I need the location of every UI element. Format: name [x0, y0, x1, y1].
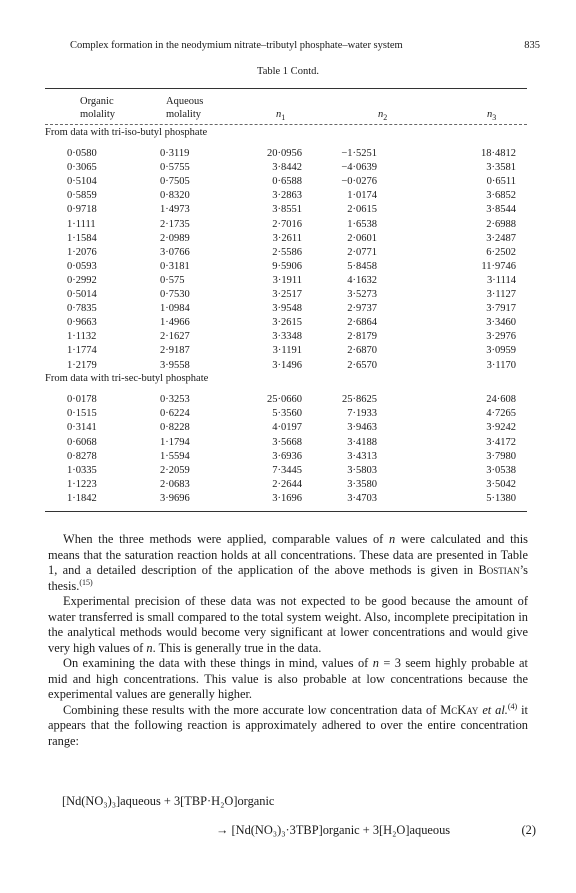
- table-cell: 3·4188: [347, 436, 377, 448]
- table-cell: 3·9558: [160, 359, 190, 371]
- table-cell: 3·1114: [487, 274, 516, 286]
- table-cell: 3·1127: [486, 289, 516, 300]
- table-cell: 2·1627: [160, 331, 190, 343]
- table-cell: 3·0538: [486, 465, 516, 476]
- col-head-aqueous: Aqueous molality: [166, 96, 204, 120]
- table-cell: 4·1632: [347, 274, 377, 286]
- body-text: [48, 532, 528, 749]
- table-cell: 18·4812: [481, 148, 516, 159]
- paragraph-4: Combining these results with the more accurate low concentration data of McKay et al.$^{(4)}$ it appears that the following reaction is approximately adhered to over the entire concentration range:: [48, 701, 528, 748]
- table-cell: 1·6538: [347, 218, 377, 230]
- table-cell: 0·9718: [67, 204, 97, 216]
- table-cell: 1·4973: [160, 204, 190, 216]
- table-cell: 2·1735: [160, 218, 190, 230]
- table-cell: 1·0174: [347, 190, 377, 202]
- equation-line-2: → [Nd(NO₃)₃·3TBP]organic + 3[H₂O]aqueous: [216, 823, 451, 837]
- table-cell: 3·3348: [272, 331, 302, 343]
- table-cell: 2·2059: [160, 465, 190, 476]
- table-cell: 0·6068: [67, 436, 97, 448]
- table-cell: 0·5859: [67, 190, 97, 202]
- table-cell: 0·3181: [160, 260, 190, 272]
- table-bottom-rule: [45, 511, 527, 512]
- table-cell: 2·6870: [347, 345, 377, 357]
- table-cell: 3·5668: [272, 436, 302, 448]
- paragraph-1: When the three methods were applied, comparable values of n were calculated and this means that the saturation reaction holds at all concentrations. These data are presented in Table 1, and a detailed description of the application of the above methods is given in Bostian’s thesis.$^{(15)}$: [48, 532, 528, 593]
- running-title: Complex formation in the neodymium nitrate–tributyl phosphate–water system: [70, 40, 403, 51]
- col-head-n1: $n_1$: [276, 109, 286, 123]
- table-cell: 3·2863: [272, 190, 302, 202]
- table-cell: −1·5251: [341, 148, 377, 159]
- table-cell: 3·9548: [272, 303, 302, 315]
- table-cell: 2·8179: [347, 331, 377, 343]
- running-head: [70, 40, 540, 51]
- table-cell: 0·8320: [160, 190, 190, 202]
- table-cell: 3·1191: [272, 345, 302, 357]
- table-cell: 3·7917: [486, 303, 516, 315]
- table-caption: Table 1 Contd.: [257, 66, 319, 77]
- table-cell: 3·4313: [347, 450, 377, 462]
- paragraph-2: Experimental precision of these data was not expected to be good because the amount of water transferred is small compared to the total system weight. Also, incomplete precipitation in the analytical methods would become very significant at lower concentrations and would give very high values of n. This is generally true in the data.: [48, 594, 528, 655]
- table-cell: −4·0639: [341, 162, 377, 174]
- table-cell: 2·9187: [160, 345, 190, 357]
- table-cell: 7·3445: [272, 465, 302, 476]
- table-cell: 3·1696: [272, 493, 302, 505]
- table-cell: 0·7530: [160, 289, 190, 300]
- table-cell: 24·608: [486, 394, 516, 405]
- table-cell: 3·4703: [347, 493, 377, 505]
- table-cell: 3·2615: [272, 317, 302, 329]
- table-cell: 1·1223: [67, 479, 97, 491]
- table-cell: 25·8625: [342, 394, 377, 405]
- table-cell: 0·575: [160, 274, 185, 286]
- table-cell: 1·5594: [160, 450, 190, 462]
- table-cell: 5·8458: [347, 260, 377, 272]
- section-label-sec: From data with tri-sec-butyl phosphate: [45, 373, 209, 384]
- table-cell: 0·1515: [67, 408, 97, 420]
- table-cell: 3·2517: [272, 289, 302, 300]
- equation-line-1: [Nd(NO₃)₃]aqueous + 3[TBP·H₂O]organic: [62, 794, 275, 808]
- table-cell: 1·1774: [67, 345, 97, 357]
- table-cell: 3·2611: [272, 232, 302, 244]
- table-cell: 3·6852: [486, 190, 516, 202]
- table-cell: 2·2644: [272, 479, 302, 491]
- table-cell: 3·9463: [347, 422, 377, 434]
- table-cell: 0·6224: [160, 408, 190, 420]
- table-cell: 5·1380: [486, 493, 516, 505]
- table-cell: 3·9696: [160, 493, 190, 505]
- table-cell: 1·0984: [160, 303, 190, 315]
- table-cell: 1·1842: [67, 493, 97, 505]
- table-cell: 2·0615: [347, 204, 377, 216]
- table-cell: 3·8442: [272, 162, 302, 174]
- table-cell: 25·0660: [267, 394, 302, 405]
- table-cell: 0·2992: [67, 274, 97, 286]
- table-cell: 3·1170: [486, 359, 516, 371]
- table-cell: 3·3580: [347, 479, 377, 491]
- table-cell: 4·0197: [272, 422, 302, 434]
- table-cell: 7·1933: [347, 408, 377, 420]
- table-cell: 3·4172: [486, 436, 516, 448]
- table-cell: 1·1794: [160, 436, 190, 448]
- table-cell: 3·1911: [272, 274, 302, 286]
- table-cell: −0·0276: [341, 176, 377, 188]
- table-cell: 2·0683: [160, 479, 190, 491]
- table-cell: 0·0178: [67, 394, 97, 405]
- table-cell: 1·2179: [67, 359, 97, 371]
- table-cell: 3·2976: [486, 331, 516, 343]
- table-header-rule: [45, 124, 527, 125]
- table-cell: 3·1496: [272, 359, 302, 371]
- paragraph-3: On examining the data with these things in mind, values of n = 3 seem highly probable at mid and high concentrations. This value is also probable at low concentrations because the experimental values are generally higher.: [48, 656, 528, 701]
- table-cell: 2·6864: [347, 317, 377, 329]
- table-cell: 3·0959: [486, 345, 516, 357]
- table-cell: 3·5273: [347, 289, 377, 300]
- table-cell: 3·7980: [486, 450, 516, 462]
- table-cell: 0·6588: [272, 176, 302, 188]
- table-cell: 0·8228: [160, 422, 190, 434]
- table-cell: 5·3560: [272, 408, 302, 420]
- table-cell: 0·8278: [67, 450, 97, 462]
- table-cell: 3·5042: [486, 479, 516, 491]
- table-cell: 2·0601: [347, 232, 377, 244]
- table-top-rule: [45, 88, 527, 89]
- col-head-n3: $n_3$: [487, 109, 497, 123]
- table-cell: 1·1111: [67, 218, 96, 230]
- table-cell: 1·0335: [67, 465, 97, 476]
- table-cell: 3·8544: [486, 204, 516, 216]
- table-cell: 2·7016: [272, 218, 302, 230]
- table-cell: 2·0771: [347, 246, 377, 258]
- table-cell: 1·2076: [67, 246, 97, 258]
- table-cell: 4·7265: [486, 408, 516, 420]
- table-cell: 3·8551: [272, 204, 302, 216]
- table-cell: 0·7505: [160, 176, 190, 188]
- table-cell: 6·2502: [486, 246, 516, 258]
- table-cell: 2·6988: [486, 218, 516, 230]
- col-head-organic: Organic molality: [80, 96, 115, 120]
- table-cell: 0·3253: [160, 394, 190, 405]
- table-cell: 0·9663: [67, 317, 97, 329]
- table-cell: 3·0766: [160, 246, 190, 258]
- table-cell: 2·5586: [272, 246, 302, 258]
- table-cell: 1·4966: [160, 317, 190, 329]
- section-label-iso: From data with tri-iso-butyl phosphate: [45, 127, 208, 138]
- table-cell: 20·0956: [267, 148, 302, 159]
- table-cell: 1·1584: [67, 232, 97, 244]
- equation-number: (2): [521, 823, 536, 837]
- table-cell: 3·5803: [347, 465, 377, 476]
- table-cell: 0·3065: [67, 162, 97, 174]
- page-number: 835: [524, 40, 540, 51]
- table-cell: 3·3460: [486, 317, 516, 329]
- table-cell: 0·7835: [67, 303, 97, 315]
- table-cell: 2·6570: [347, 359, 377, 371]
- table-cell: 2·0989: [160, 232, 190, 244]
- table-cell: 0·3141: [67, 422, 97, 434]
- table-cell: 0·5014: [67, 289, 97, 300]
- table-cell: 3·3581: [486, 162, 516, 174]
- table-cell: 3·6936: [272, 450, 302, 462]
- col-head-n2: $n_2$: [378, 109, 388, 123]
- table-cell: 0·0593: [67, 260, 97, 272]
- table-cell: 0·3119: [160, 148, 190, 159]
- table-cell: 0·5755: [160, 162, 190, 174]
- table-cell: 9·5906: [272, 260, 302, 272]
- table-cell: 0·0580: [67, 148, 97, 159]
- table-cell: 2·9737: [347, 303, 377, 315]
- table-cell: 11·9746: [481, 260, 516, 272]
- table-cell: 0·5104: [67, 176, 97, 188]
- table-cell: 1·1132: [67, 331, 97, 343]
- table-cell: 3·2487: [486, 232, 516, 244]
- table-cell: 0·6511: [486, 176, 516, 188]
- table-cell: 3·9242: [486, 422, 516, 434]
